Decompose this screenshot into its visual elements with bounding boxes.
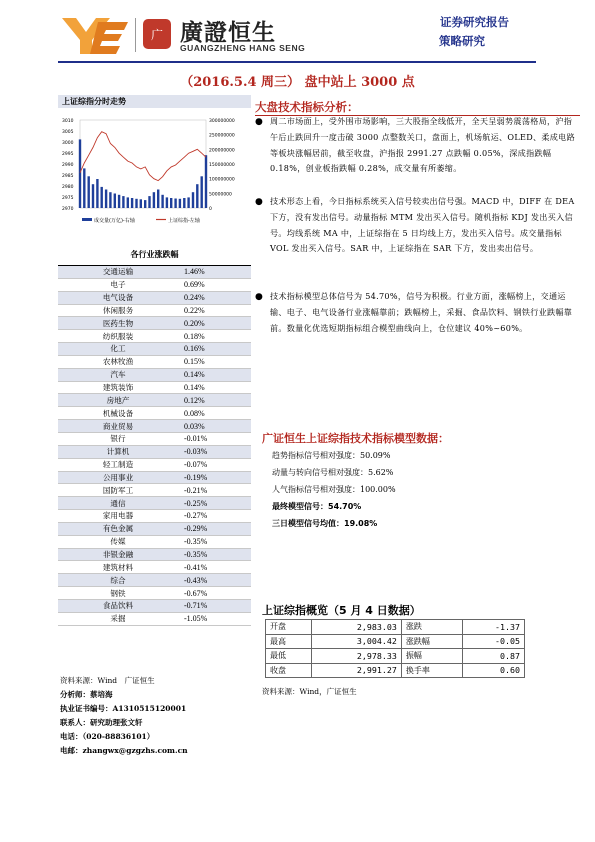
industry-change: 0.20% xyxy=(178,317,251,330)
overview-value: 2,978.33 xyxy=(311,649,401,664)
industry-change: 1.46% xyxy=(178,266,251,278)
industry-name: 综合 xyxy=(58,574,178,587)
industry-name: 建筑材料 xyxy=(58,561,178,574)
volume-bar xyxy=(79,139,81,208)
industry-name: 汽车 xyxy=(58,368,178,381)
industry-change: 0.16% xyxy=(178,343,251,356)
industry-change: -0.07% xyxy=(178,458,251,471)
three-day-signal: 三日模型信号均值：19.08% xyxy=(272,519,378,528)
volume-bar xyxy=(148,196,150,208)
brand-name-cn: 廣證恒生 xyxy=(180,20,276,46)
page-title: （2016.5.4 周三） 盘中站上 3000 点 xyxy=(180,75,415,90)
y-left-tick: 3010 xyxy=(62,119,74,124)
table-row xyxy=(58,587,251,600)
table-row xyxy=(58,535,251,548)
industry-name: 电子 xyxy=(58,278,178,291)
table-row xyxy=(58,471,251,484)
y-left-tick: 2970 xyxy=(62,207,74,212)
industry-change: 0.69% xyxy=(178,278,251,291)
paragraph-technical: 技术形态上看，今日指标系统买入信号较卖出信号强。MACD 中，DIFF 在 DEA 下方，没有发出信号。动量指标 MTM 发出买入信号。随机指标 KDJ 发出买入信号。均线系统 MA 中，上证综指在 5 日均线上方，发出买入信号。成交量指标 VOL 发出买入信号。SAR 中，上证综指在 SAR 下方，发出卖出信号。 xyxy=(270,196,575,254)
industry-name: 纺织服装 xyxy=(58,330,178,343)
volume-bar xyxy=(201,176,203,208)
industry-name: 通信 xyxy=(58,497,178,510)
industry-name: 医药生物 xyxy=(58,317,178,330)
industry-change: -0.41% xyxy=(178,561,251,574)
report-type: 证券研究报告 xyxy=(440,15,509,29)
volume-bar xyxy=(127,197,129,208)
company-logo-icon xyxy=(60,14,130,58)
logo-divider xyxy=(135,18,136,52)
table-row xyxy=(58,278,251,291)
table-row xyxy=(58,407,251,420)
table-row xyxy=(58,432,251,445)
license-number: 执业证书编号：A1310515120001 xyxy=(60,704,187,713)
volume-bar xyxy=(161,195,163,208)
industry-change: 0.14% xyxy=(178,368,251,381)
table-row xyxy=(266,649,525,664)
sentiment-signal: 人气指标信号相对强度：100.00% xyxy=(272,485,396,494)
volume-bar xyxy=(118,195,120,208)
bullet-icon: ● xyxy=(255,117,263,127)
overview-label: 开盘 xyxy=(266,620,312,635)
table-row xyxy=(58,343,251,356)
industry-change: 0.03% xyxy=(178,420,251,433)
y-right-tick: 200000000 xyxy=(209,148,235,154)
y-left-tick: 2990 xyxy=(62,163,74,168)
overview-label: 涨跌幅 xyxy=(401,634,462,649)
overview-label: 收盘 xyxy=(266,663,312,678)
svg-text:广: 广 xyxy=(150,28,164,42)
industry-table-title: 各行业涨跌幅 xyxy=(130,250,179,259)
volume-bar xyxy=(144,200,146,208)
overview-value: 2,991.27 xyxy=(311,663,401,678)
industry-name: 有色金属 xyxy=(58,522,178,535)
industry-change: 0.22% xyxy=(178,304,251,317)
table-row xyxy=(58,355,251,368)
table-row xyxy=(58,445,251,458)
volume-bar xyxy=(96,179,98,208)
chart-title: 上证综指分时走势 xyxy=(58,95,251,108)
legend-volume-label: 成交量(万亿)-右轴 xyxy=(94,218,135,224)
table-row xyxy=(58,368,251,381)
y-right-tick: 150000000 xyxy=(209,163,235,168)
y-right-tick: 50000000 xyxy=(209,192,232,198)
table-row xyxy=(266,663,525,678)
overview-table xyxy=(265,619,525,678)
paragraph-summary: 技术指标模型总体信号为 54.70%，信号为积极。行业方面，涨幅榜上，交通运输、电子、电气设备行业涨幅靠前；跌幅榜上，采掘、食品饮料、钢铁行业跌幅靠前。数量化优选短期指标组合模型曲线向上，仓位建议 40%~60%。 xyxy=(270,291,573,333)
table-row xyxy=(58,317,251,330)
industry-name: 家用电器 xyxy=(58,510,178,523)
y-left-tick: 2980 xyxy=(62,185,74,190)
volume-bar xyxy=(83,168,85,208)
volume-bar xyxy=(88,176,90,208)
y-right-tick: 250000000 xyxy=(209,133,235,139)
table-row xyxy=(58,458,251,471)
industry-change: -0.29% xyxy=(178,522,251,535)
y-left-tick: 2995 xyxy=(62,152,74,157)
brand-name-en: GUANGZHENG HANG SENG xyxy=(180,43,306,53)
industry-name: 房地产 xyxy=(58,394,178,407)
industry-change: -0.25% xyxy=(178,497,251,510)
table-row xyxy=(58,381,251,394)
industry-change: -0.67% xyxy=(178,587,251,600)
volume-bar xyxy=(131,198,133,208)
industry-change: 0.08% xyxy=(178,407,251,420)
legend-volume-swatch xyxy=(82,218,92,221)
volume-bar xyxy=(192,192,194,208)
table-row xyxy=(58,394,251,407)
industry-name: 农林牧渔 xyxy=(58,355,178,368)
overview-label: 振幅 xyxy=(401,649,462,664)
chart-source: 资料来源：Wind 广证恒生 xyxy=(60,676,155,685)
industry-table xyxy=(58,266,251,626)
industry-change: -0.01% xyxy=(178,432,251,445)
volume-bar xyxy=(109,192,111,208)
industry-name: 轻工制造 xyxy=(58,458,178,471)
table-row xyxy=(58,522,251,535)
volume-bar xyxy=(187,197,189,208)
volume-bar xyxy=(183,198,185,208)
volume-bar xyxy=(105,190,107,209)
volume-bar xyxy=(140,199,142,208)
industry-name: 银行 xyxy=(58,432,178,445)
overview-value: -1.37 xyxy=(462,620,524,635)
industry-name: 休闲服务 xyxy=(58,304,178,317)
y-left-tick: 3005 xyxy=(62,130,74,135)
y-right-tick: 300000000 xyxy=(209,119,235,124)
industry-change: -0.21% xyxy=(178,484,251,497)
table-row xyxy=(58,420,251,433)
overview-label: 涨跌 xyxy=(401,620,462,635)
section-technical-title: 大盘技术指标分析： xyxy=(255,100,359,114)
volume-bar xyxy=(157,190,159,209)
industry-change: -0.19% xyxy=(178,471,251,484)
industry-change: -0.43% xyxy=(178,574,251,587)
overview-label: 换手率 xyxy=(401,663,462,678)
phone: 电话：（020-88836101） xyxy=(60,732,155,741)
volume-bar xyxy=(170,198,172,208)
table-row xyxy=(58,574,251,587)
table-row xyxy=(58,548,251,561)
industry-name: 食品饮料 xyxy=(58,599,178,612)
y-right-tick: 100000000 xyxy=(209,177,235,183)
bullet-icon: ● xyxy=(255,292,263,302)
volume-bar xyxy=(153,192,155,208)
overview-value: 0.60 xyxy=(462,663,524,678)
industry-change: 0.14% xyxy=(178,381,251,394)
industry-change: -0.35% xyxy=(178,548,251,561)
volume-bar xyxy=(92,184,94,208)
y-left-tick: 3000 xyxy=(62,141,74,146)
table-row xyxy=(58,484,251,497)
industry-change: 0.24% xyxy=(178,291,251,304)
overview-label: 最低 xyxy=(266,649,312,664)
table-row xyxy=(58,497,251,510)
overview-value: 3,004.42 xyxy=(311,634,401,649)
industry-name: 商业贸易 xyxy=(58,420,178,433)
industry-change: -1.05% xyxy=(178,612,251,625)
overview-source: 资料来源：Wind，广证恒生 xyxy=(262,687,357,696)
paragraph-market: 周二市场面上，受外围市场影响，三大股指全线低开，全天呈弱势震荡格局，沪指午后止跌回升一度击破 3000 点整数关口，盘面上，机场航运、OLED、柔成电路等板块涨幅居前，截至收盘，沪指报 2991.27 点跌幅 0.05%，深成指跌幅 0.18%，创业板指跌幅 0.28%，成交量有所萎缩。 xyxy=(270,116,575,174)
industry-name: 建筑装饰 xyxy=(58,381,178,394)
overview-value: 2,983.03 xyxy=(311,620,401,635)
industry-name: 采掘 xyxy=(58,612,178,625)
final-signal: 最终模型信号：54.70% xyxy=(272,502,362,511)
volume-bar xyxy=(135,199,137,208)
intraday-chart xyxy=(60,112,250,230)
bullet-icon: ● xyxy=(255,197,263,207)
y-left-tick: 2975 xyxy=(62,196,74,201)
table-row xyxy=(58,612,251,625)
table-row xyxy=(58,304,251,317)
industry-change: 0.15% xyxy=(178,355,251,368)
table-row xyxy=(58,330,251,343)
industry-name: 电气设备 xyxy=(58,291,178,304)
volume-bar xyxy=(179,199,181,208)
volume-bar xyxy=(122,196,124,208)
section-model-title: 广证恒生上证综指技术指标模型数据： xyxy=(262,432,449,445)
volume-bar xyxy=(101,187,103,208)
table-row xyxy=(58,510,251,523)
legend-index-label: 上证综指-左轴 xyxy=(168,218,200,224)
industry-change: -0.03% xyxy=(178,445,251,458)
volume-bar xyxy=(205,155,207,208)
industry-change: -0.27% xyxy=(178,510,251,523)
table-row xyxy=(58,291,251,304)
overview-value: -0.05 xyxy=(462,634,524,649)
industry-name: 机械设备 xyxy=(58,407,178,420)
industry-name: 公用事业 xyxy=(58,471,178,484)
industry-change: -0.71% xyxy=(178,599,251,612)
table-row xyxy=(266,620,525,635)
email-link[interactable]: 电邮：zhangwx@gzgzhs.com.cn xyxy=(60,746,188,755)
industry-name: 国防军工 xyxy=(58,484,178,497)
table-row xyxy=(58,599,251,612)
overview-label: 最高 xyxy=(266,634,312,649)
table-row xyxy=(58,561,251,574)
industry-change: 0.18% xyxy=(178,330,251,343)
industry-name: 传媒 xyxy=(58,535,178,548)
header-rule xyxy=(58,61,536,63)
seal-icon xyxy=(142,18,172,50)
report-category: 策略研究 xyxy=(439,34,485,48)
industry-change: -0.35% xyxy=(178,535,251,548)
industry-name: 化工 xyxy=(58,343,178,356)
volume-bar xyxy=(174,199,176,209)
volume-bar xyxy=(166,197,168,208)
volume-bar xyxy=(196,184,198,208)
industry-name: 钢铁 xyxy=(58,587,178,600)
trend-signal: 趋势指标信号相对强度：50.09% xyxy=(272,451,391,460)
volume-bar xyxy=(114,194,116,209)
table-row xyxy=(266,634,525,649)
table-row xyxy=(58,266,251,278)
analyst: 分析师：蔡培海 xyxy=(60,690,113,699)
momentum-signal: 动量与转向信号相对强度：5.62% xyxy=(272,468,394,477)
industry-name: 交通运输 xyxy=(58,266,178,278)
y-right-tick: 0 xyxy=(209,207,212,212)
overview-value: 0.87 xyxy=(462,649,524,664)
y-left-tick: 2985 xyxy=(62,174,74,179)
contact-person: 联系人：研究助理张文轩 xyxy=(60,718,143,727)
section-overview-title: 上证综指概览（5 月 4 日数据） xyxy=(262,604,421,617)
industry-name: 非银金融 xyxy=(58,548,178,561)
industry-name: 计算机 xyxy=(58,445,178,458)
industry-change: 0.12% xyxy=(178,394,251,407)
